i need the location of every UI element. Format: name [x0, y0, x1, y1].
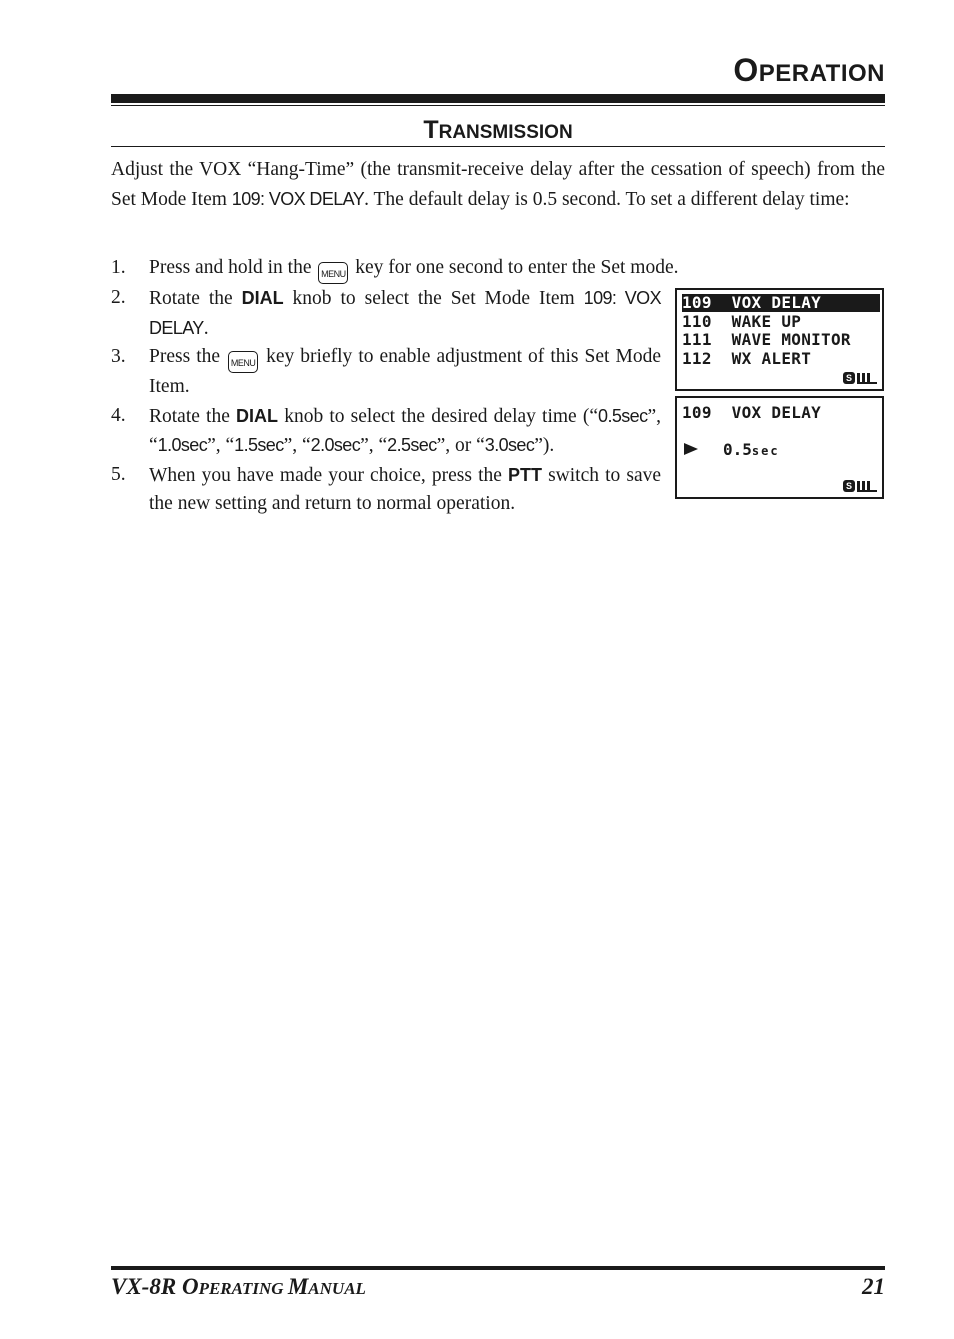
lcd-menu-row: 111 WAVE MONITOR	[682, 330, 851, 349]
lcd-menu-row: 112 WX ALERT	[682, 349, 812, 368]
lcd-menu-row: 110 WAKE UP	[682, 312, 802, 331]
header-divider-thick	[111, 94, 885, 103]
lcd-menu-display	[675, 288, 884, 391]
step-3: 3. Press the MENU key briefly to enable adjustment of this Set Mode Item.	[111, 346, 661, 397]
menu-key-icon: MENU	[228, 351, 258, 373]
footer-manual-title: VX-8R OPERATING MANUAL	[111, 1274, 366, 1299]
lcd-status-bar	[843, 480, 877, 492]
instruction-steps	[111, 254, 679, 519]
battery-icon	[857, 372, 877, 384]
intro-paragraph: Adjust the VOX “Hang-Time” (the transmit-receive delay after the cessation of speech) from the Set Mode Item 109: VOX DELAY. The default delay is 0.5 second. To set a different delay time:	[111, 159, 885, 210]
lcd-item-title: 109 VOX DELAY	[682, 403, 822, 422]
lcd-status-bar	[843, 372, 877, 384]
header-divider-thin	[111, 105, 885, 106]
lcd-delay-value: 0.5sec	[723, 440, 780, 459]
lcd-menu-row-selected: 109 VOX DELAY	[682, 294, 880, 312]
step-1: 1. Press and hold in the MENU key for one second to enter the Set mode.	[111, 254, 869, 284]
step-2: 2. Rotate the DIAL knob to select the Set Mode Item 109: VOX DELAY.	[111, 287, 661, 339]
footer-divider	[111, 1266, 885, 1270]
step-5: 5. When you have made your choice, press the PTT switch to save the new setting and return to normal operation.	[111, 463, 662, 514]
lcd-value-display	[675, 396, 884, 499]
page-header-title: OPERATION	[733, 52, 885, 88]
section-title: TRANSMISSION	[423, 116, 573, 144]
set-mode-item-ref: 109: VOX DELAY	[231, 188, 365, 209]
step-4: 4. Rotate the DIAL knob to select the desired delay time (“0.5sec”, “1.0sec”, “1.5sec”, “2.0sec”, “2.5sec”, or “3.0sec”).	[111, 404, 661, 456]
page-number: 21	[862, 1274, 885, 1299]
battery-icon	[857, 480, 877, 492]
s-indicator-icon: S	[843, 372, 855, 384]
s-indicator-icon: S	[843, 480, 855, 492]
menu-key-icon: MENU	[318, 262, 348, 284]
section-divider	[111, 146, 885, 147]
cursor-arrow-icon	[684, 443, 698, 455]
